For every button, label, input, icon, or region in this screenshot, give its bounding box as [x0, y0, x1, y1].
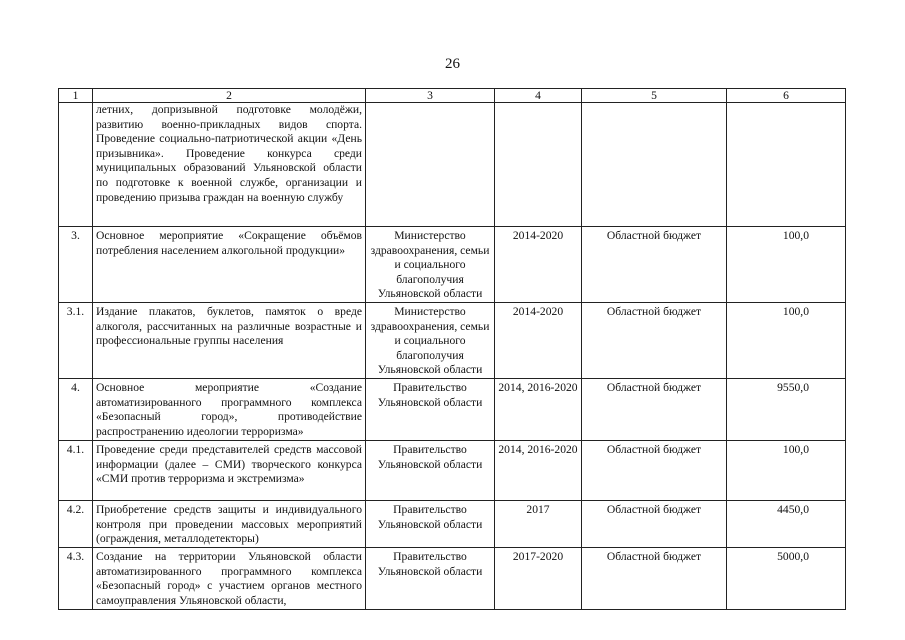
funding-amount: 9550,0: [727, 378, 846, 440]
activity-description: Создание на территории Ульяновской области автоматизированного программного комплекса «Безопасный город» с участием органов местного самоуправления Ульяновской области,: [93, 547, 366, 609]
activity-description: Издание плакатов, буклетов, памяток о вреде алкоголя, рассчитанных на различные возрастные и профессиональные группы населения: [93, 302, 366, 378]
responsible-executor: Министерство здравоохранения, семьи и социального благополучия Ульяновской области: [366, 302, 495, 378]
column-header: 3: [366, 89, 495, 103]
activity-description: Проведение среди представителей средств массовой информации (далее – СМИ) творческого конкурса «СМИ против терроризма и экстремизма»: [93, 440, 366, 500]
row-number: 3.: [59, 227, 93, 303]
funding-source: Областной бюджет: [582, 378, 727, 440]
funding-amount: 5000,0: [727, 547, 846, 609]
table-row: [59, 547, 846, 609]
column-header: 4: [495, 89, 582, 103]
row-number: 3.1.: [59, 302, 93, 378]
table-row: [59, 500, 846, 547]
responsible-executor: Правительство Ульяновской области: [366, 500, 495, 547]
column-header: 6: [727, 89, 846, 103]
implementation-period: 2014-2020: [495, 227, 582, 303]
funding-source: Областной бюджет: [582, 547, 727, 609]
funding-source: Областной бюджет: [582, 302, 727, 378]
responsible-executor: [366, 103, 495, 227]
table-row: [59, 440, 846, 500]
implementation-period: [495, 103, 582, 227]
row-number: 4.3.: [59, 547, 93, 609]
responsible-executor: Правительство Ульяновской области: [366, 378, 495, 440]
responsible-executor: Правительство Ульяновской области: [366, 547, 495, 609]
activity-description: Основное мероприятие «Сокращение объёмов потребления населением алкогольной продукции»: [93, 227, 366, 303]
funding-source: [582, 103, 727, 227]
funding-source: Областной бюджет: [582, 227, 727, 303]
row-number: 4.1.: [59, 440, 93, 500]
column-header: 5: [582, 89, 727, 103]
implementation-period: 2014-2020: [495, 302, 582, 378]
funding-amount: 100,0: [727, 227, 846, 303]
row-number: 4.: [59, 378, 93, 440]
funding-source: Областной бюджет: [582, 500, 727, 547]
table-row: [59, 103, 846, 227]
column-header: 1: [59, 89, 93, 103]
table-row: [59, 227, 846, 303]
implementation-period: 2014, 2016-2020: [495, 440, 582, 500]
implementation-period: 2017: [495, 500, 582, 547]
row-number: [59, 103, 93, 227]
activity-description: летних, допризывной подготовке молодёжи, развитию военно-прикладных видов спорта. Проведение социально-патриотической акции «День призывника». Проведение конкурса среди муниципальных образований Ульяновской области по подготовке к военной службе, организации и проведению призыва граждан на военную службу: [93, 103, 366, 227]
page-number: 26: [445, 56, 460, 72]
column-header: 2: [93, 89, 366, 103]
table-header-row: [59, 89, 846, 103]
funding-amount: [727, 103, 846, 227]
funding-amount: 4450,0: [727, 500, 846, 547]
responsible-executor: Правительство Ульяновской области: [366, 440, 495, 500]
responsible-executor: Министерство здравоохранения, семьи и социального благополучия Ульяновской области: [366, 227, 495, 303]
funding-source: Областной бюджет: [582, 440, 727, 500]
funding-amount: 100,0: [727, 302, 846, 378]
program-activities-table: [58, 88, 846, 610]
table-row: [59, 378, 846, 440]
activity-description: Основное мероприятие «Создание автоматизированного программного комплекса «Безопасный город», противодействие распространению идеологии терроризма»: [93, 378, 366, 440]
row-number: 4.2.: [59, 500, 93, 547]
implementation-period: 2017-2020: [495, 547, 582, 609]
activity-description: Приобретение средств защиты и индивидуального контроля при проведении массовых мероприятий (ограждения, металлодетекторы): [93, 500, 366, 547]
funding-amount: 100,0: [727, 440, 846, 500]
implementation-period: 2014, 2016-2020: [495, 378, 582, 440]
table-row: [59, 302, 846, 378]
